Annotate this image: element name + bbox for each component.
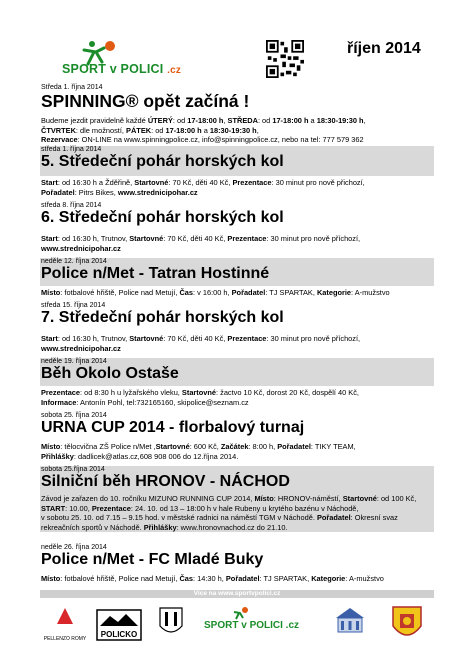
detail-line: Místo: fotbalové hřiště, Police nad Metují, Čas: v 16:00 h, Pořadatel: TJ SPARTAK, Kategorie: A-mužstvo: [41, 288, 390, 297]
event-details: [40, 574, 434, 584]
event-header: [40, 202, 434, 227]
sponsor-policko-logo[interactable]: [94, 604, 144, 644]
sponsor-bar: [40, 604, 434, 644]
policko-icon: [94, 604, 144, 644]
logo-text: SPORT v POLICI .cz: [62, 62, 182, 76]
event-header: [40, 302, 434, 327]
event-title: 5. Středeční pohár horských kol: [41, 153, 284, 170]
club-crest-icon: [156, 604, 186, 642]
event-title: Police n/Met - Tatran Hostinné: [41, 265, 270, 282]
detail-line: Start: od 16:30 h, Trutnov, Startovné: 70 Kč, děti 40 Kč, Prezentace: 30 minut pro nově příchozí,: [41, 234, 361, 243]
event-details: [40, 494, 434, 532]
detail-line: Závod je zařazen do 10. ročníku MIZUNO RUNNING CUP 2014, Místo: HRONOV-náměstí, Startovné: od 100 Kč,: [41, 494, 417, 503]
player-icon: [230, 606, 252, 620]
sport-v-polici-logo[interactable]: [52, 38, 192, 82]
detail-line: v sobotu 25. 10. od 7.15 – 9.15 hod. v městské radnici na náměstí TGM v Náchodě. Pořadatel: Okresní svaz: [41, 513, 398, 523]
sponsor-football-club-logo[interactable]: [156, 604, 186, 644]
detail-line: ČTVRTEK: dle možností, PÁTEK: od 17-18:00 h a 18:30-19:30 h,: [41, 125, 259, 135]
event-date: středa 8. října 2014: [41, 202, 102, 209]
detail-line: www.strednicipohar.cz: [41, 343, 121, 353]
detail-line: Budeme jezdit pravidelně každé ÚTERÝ: od 17-18:00 h, STŘEDA: od 17-18:00 h a 18:30-19:30 h,: [41, 116, 366, 125]
pellenzo-icon: [40, 604, 90, 634]
event-details: [40, 178, 434, 197]
event-header: [40, 358, 434, 386]
detail-line: Start: od 16:30 h a Žděřině, Startovné: 70 Kč, děti 40 Kč, Prezentace: 30 minut pro nově přichozí,: [41, 178, 365, 187]
event-title: Police n/Met - FC Mladé Buky: [41, 551, 264, 568]
event-details: [40, 334, 434, 353]
sponsor-caption: PELLENZO ROMY: [43, 636, 87, 642]
detail-line: Prezentace: od 8:30 h u lyžařského vleku, Startovné: žactvo 10 Kč, dorost 20 Kč, dospělí 40 Kč,: [41, 388, 359, 397]
event-header: [40, 412, 434, 437]
footer-link-text[interactable]: Více na www.sportvpolici.cz: [193, 590, 281, 597]
event-details: [40, 116, 434, 145]
detail-line: Start: od 16:30 h, Trutnov, Startovné: 70 Kč, děti 40 Kč, Prezentace: 30 minut pro nově příchozí,: [41, 334, 361, 343]
footer-strip: [40, 590, 434, 598]
event-title: URNA CUP 2014 - florbalový turnaj: [41, 419, 305, 436]
event-header: [40, 466, 434, 494]
event-title: SPINNING® opět začíná !: [41, 91, 250, 111]
event-title: 6. Středeční pohár horských kol: [41, 209, 284, 226]
event-header: [40, 544, 434, 569]
detail-line: START: 10.00, Prezentace: 24. 10. od 13 – 18:00 h v hale Rubeny u krytého bazénu v Náchodě,: [41, 503, 359, 513]
qr-code-icon[interactable]: [266, 40, 304, 78]
event-date: neděle 12. října 2014: [41, 258, 107, 265]
event-title: 7. Středeční pohár horských kol: [41, 309, 284, 326]
event-date: neděle 26. října 2014: [41, 544, 107, 551]
event-date: neděle 19. října 2014: [41, 358, 107, 365]
building-icon: [330, 604, 370, 638]
event-date: Středa 1. října 2014: [41, 84, 103, 91]
sponsor-building-logo[interactable]: [330, 604, 370, 644]
detail-line: rekreačních sportů v Náchodě. Přihlášky: www.hronovnachod.cz do 21.10.: [41, 522, 288, 532]
detail-line: Informace: Antonín Pohl, tel:732165160, skipolice@seznam.cz: [41, 397, 249, 407]
event-details: [40, 442, 434, 461]
detail-line: Místo: fotbalové hřiště, Police nad Metují, Čas: 14:30 h, Pořadatel: TJ SPARTAK, Kategorie: A-mužstvo: [41, 574, 384, 583]
event-date: sobota 25. října 2014: [41, 412, 107, 419]
detail-line: Přihlášky: dadlicek@atlas.cz,608 908 006 do 12.října 2014.: [41, 451, 239, 461]
sponsor-pellenzo-logo[interactable]: [40, 604, 90, 644]
month-title: říjen 2014: [347, 40, 421, 57]
event-details: [40, 234, 434, 253]
coat-of-arms-icon: [390, 604, 424, 644]
svg-text:POLICKO: POLICKO: [100, 630, 138, 639]
event-header: [40, 146, 434, 176]
detail-line: Místo: tělocvična ZŠ Police n/Met ,Startovné: 600 Kč, Začátek: 8:00 h, Pořadatel: TIKY TEAM,: [41, 442, 356, 451]
detail-line: Pořadatel: Pitrs Bikes, www.strednicipohar.cz: [41, 187, 198, 197]
page-header: [0, 0, 474, 90]
event-title: Silniční běh HRONOV - NÁCHOD: [41, 473, 290, 490]
event-details: [40, 388, 434, 407]
detail-line: Rezervace: ON-LINE na www.spinningpolice.cz, info@spinningpolice.cz, nebo na tel: 777 579 362: [41, 135, 364, 145]
event-header: [40, 84, 434, 110]
sponsor-sport-v-polici-logo[interactable]: [200, 604, 310, 644]
event-date: středa 15. října 2014: [41, 302, 106, 309]
sponsor-caption: SPORT v POLICI .cz: [204, 620, 300, 631]
event-date: sobota 25.října 2014: [41, 466, 105, 473]
event-title: Běh Okolo Ostaše: [41, 365, 179, 382]
detail-line: www.strednicipohar.cz: [41, 243, 121, 253]
event-date: středa 1. října 2014: [41, 146, 102, 153]
event-details: [40, 288, 434, 298]
event-header: [40, 258, 434, 286]
sponsor-coat-of-arms[interactable]: [390, 604, 424, 644]
